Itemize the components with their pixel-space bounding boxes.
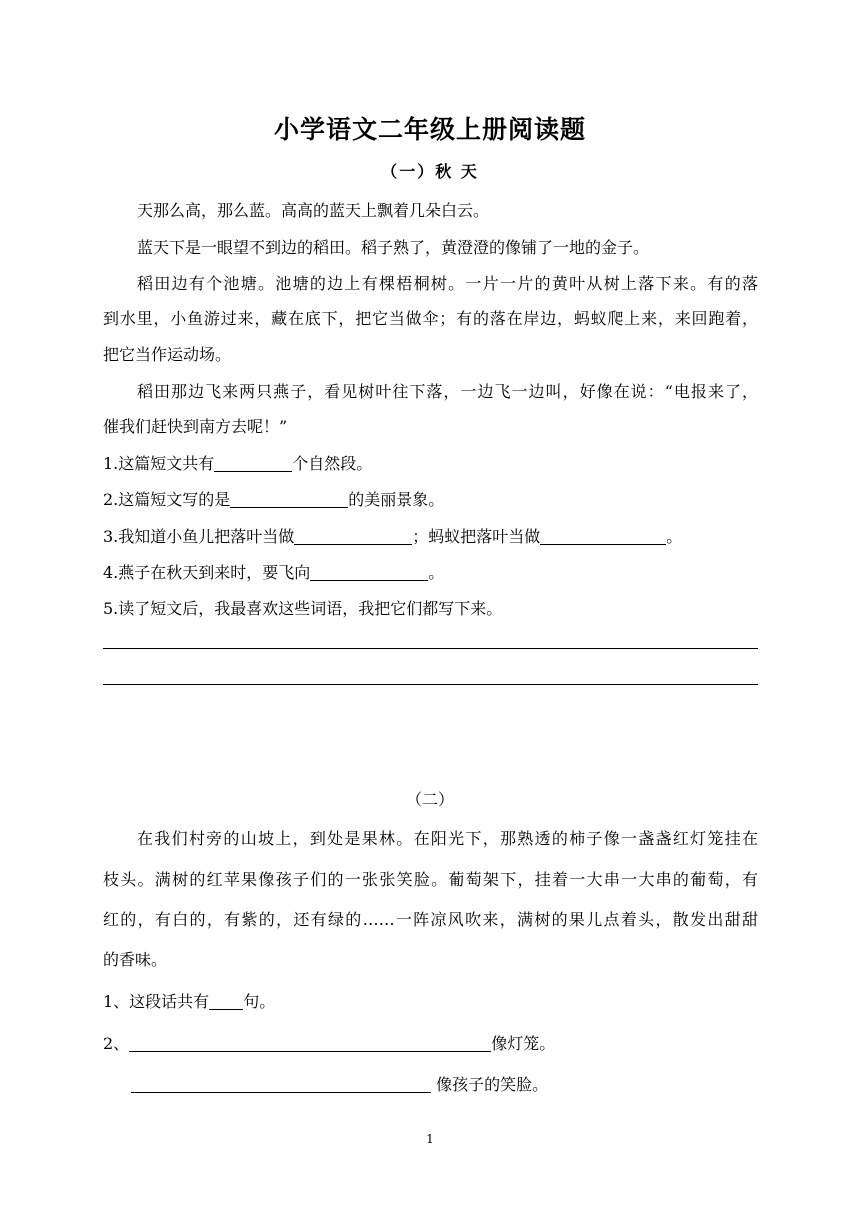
question-4	[103, 560, 758, 583]
page-title: 小学语文二年级上册阅读题	[273, 115, 586, 144]
section2-question-1-suffix: 句。	[243, 992, 276, 1011]
answer-blank[interactable]	[214, 455, 292, 472]
question-3	[103, 524, 758, 547]
section2-question-2-text: 2、	[103, 1034, 130, 1053]
question-2-text: 2.这篇短文写的是	[103, 490, 231, 509]
section2-paragraph: 枝头。满树的红苹果像孩子们的一张张笑脸。葡萄架下，挂着一大串一大串的葡萄，有	[103, 870, 758, 889]
answer-blank[interactable]	[131, 1076, 431, 1093]
answer-line[interactable]	[103, 648, 758, 649]
section1-paragraph: 稻田边有个池塘。池塘的边上有棵梧桐树。一片一片的黄叶从树上落下来。有的落	[137, 274, 758, 293]
answer-line[interactable]	[103, 684, 758, 685]
answer-blank[interactable]	[540, 528, 666, 545]
section2-paragraph: 在我们村旁的山坡上，到处是果林。在阳光下，那熟透的柿子像一盏盏红灯笼挂在	[137, 829, 758, 848]
question-2	[103, 487, 758, 510]
answer-blank[interactable]	[209, 993, 243, 1010]
question-1-suffix: 个自然段。	[292, 454, 373, 473]
section2-question-2-suffix: 像灯笼。	[491, 1034, 556, 1053]
section1-paragraph: 催我们赶快到南方去呢！”	[103, 417, 288, 436]
section1-paragraph: 到水里，小鱼游过来，藏在底下，把它当做伞；有的落在岸边，蚂蚁爬上来，来回跑着，	[103, 309, 758, 328]
section1-paragraph: 天那么高，那么蓝。高高的蓝天上飘着几朵白云。	[137, 201, 490, 220]
section2-question-2b-suffix: 像孩子的笑脸。	[436, 1075, 549, 1094]
answer-blank[interactable]	[230, 491, 348, 508]
question-1	[103, 451, 758, 474]
section2-question-1	[103, 989, 758, 1012]
section2-question-2	[103, 1031, 758, 1054]
question-4-suffix: 。	[428, 563, 445, 582]
question-1-text: 1.这篇短文共有	[103, 454, 215, 473]
section1-heading: （一）秋 天	[381, 162, 479, 181]
section2-heading: （二）	[405, 790, 454, 809]
answer-blank[interactable]	[310, 564, 428, 581]
question-5: 5.读了短文后，我最喜欢这些词语，我把它们都写下来。	[103, 599, 503, 618]
section2-paragraph: 的香味。	[103, 950, 168, 969]
section2-question-2b	[131, 1072, 786, 1095]
question-3-suffix: 。	[666, 527, 683, 546]
section1-paragraph: 把它当作运动场。	[103, 345, 232, 364]
question-3-middle: ；蚂蚁把落叶当做	[412, 527, 541, 546]
page-number: 1	[426, 1132, 434, 1146]
section2-question-1-text: 1、这段话共有	[103, 992, 210, 1011]
section1-paragraph: 稻田那边飞来两只燕子，看见树叶往下落，一边飞一边叫，好像在说：“电报来了，	[137, 382, 758, 401]
section2-paragraph: 红的，有白的，有紫的，还有绿的……一阵凉风吹来，满树的果儿点着头，散发出甜甜	[103, 910, 758, 929]
section1-paragraph: 蓝天下是一眼望不到边的稻田。稻子熟了，黄澄澄的像铺了一地的金子。	[137, 238, 650, 257]
question-2-suffix: 的美丽景象。	[348, 490, 445, 509]
question-4-text: 4.燕子在秋天到来时，要飞向	[103, 563, 311, 582]
answer-blank[interactable]	[294, 528, 412, 545]
answer-blank[interactable]	[129, 1035, 491, 1052]
question-3-text: 3.我知道小鱼儿把落叶当做	[103, 527, 295, 546]
